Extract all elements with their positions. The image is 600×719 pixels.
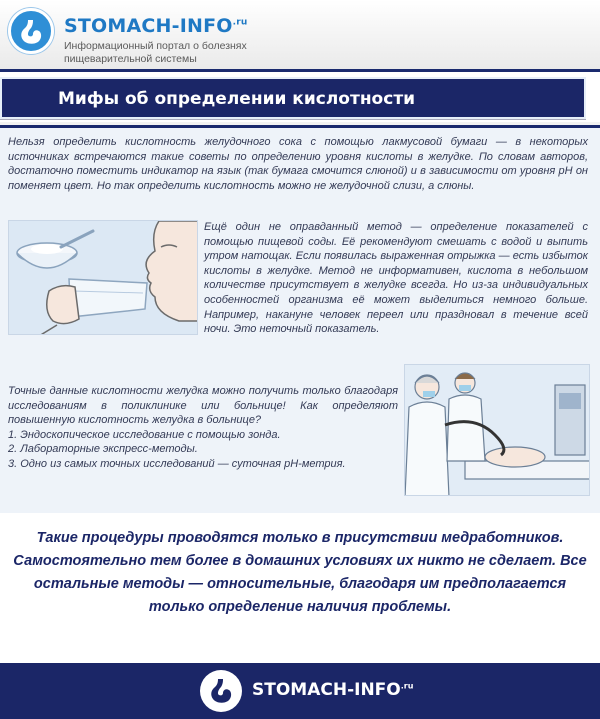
paragraph-litmus: Нельзя определить кислотность желудочного сока с помощью лакмусовой бумаги — в некоторых источниках встречаются такие советы по определению уровня кислоты в желудке. По словам авторов, достаточно поместить индикатор на язык (так бумага смочится слюной) и в зависимости от уровня pH он поменяет цвет. Но так определить кислотность можно не желудочной слизи, а слюны. — [8, 136, 588, 192]
conclusion-text: Такие процедуры проводятся только в присутствии медработников. Самостоятельно тем более в домашних условиях их никто не сделает. Все остальные методы — относительные, благодаря им предполагается только определение наличия проблемы. — [13, 530, 587, 615]
footer — [0, 663, 600, 719]
header — [0, 0, 600, 72]
paragraph-soda: Ещё один не оправданный метод — определение показателей с помощью пищевой соды. Её рекомендуют смешать с водой и выпить утром натощак. Если появилась выраженная отрыжка — есть избыток кислоты в желудке. Метод не информативен, кислота в небольшом количестве присутствует в желудке всегда. Но из-за индивидуальных особенностей организма её может выделиться немного больше. Например, накануне человек переел или праздновал в течение всей ночи. Это неточный показатель. — [204, 221, 588, 336]
stomach-icon[interactable] — [8, 8, 54, 54]
method-list-item: 2. Лабораторные экспресс-методы. — [8, 443, 198, 456]
brand-suffix: .ru — [232, 17, 248, 28]
page-title: Мифы об определении кислотности — [58, 89, 416, 109]
paragraph-hospital — [8, 384, 398, 472]
person-drinking-soda-illustration — [8, 220, 198, 335]
conclusion-panel — [0, 513, 600, 663]
doctors-endoscopy-illustration — [404, 364, 590, 496]
stomach-icon[interactable] — [200, 670, 242, 712]
title-box — [0, 77, 586, 119]
method-list-item: 1. Эндоскопическое исследование с помощью зонда. — [8, 428, 281, 441]
content-panel — [0, 128, 600, 513]
hospital-intro: Точные данные кислотности желудка можно получить только благодаря исследованиям в поликлинике или больнице! Как определяют повышенную кислотность желудка в больнице? — [8, 385, 398, 427]
brand-name[interactable]: STOMACH-$INFO^{.ru}$ — [64, 15, 248, 37]
footer-brand[interactable]: STOMACH-$INFO^{.ru}$ — [252, 680, 414, 700]
method-list-item: 3. Одно из самых точных исследований — суточная pH-метрия. — [8, 457, 346, 470]
title-bar — [0, 72, 600, 122]
site-tagline: Информационный портал о болезнях пищеварительной системы — [64, 40, 247, 65]
footer-brand-suffix: .ru — [400, 681, 414, 691]
